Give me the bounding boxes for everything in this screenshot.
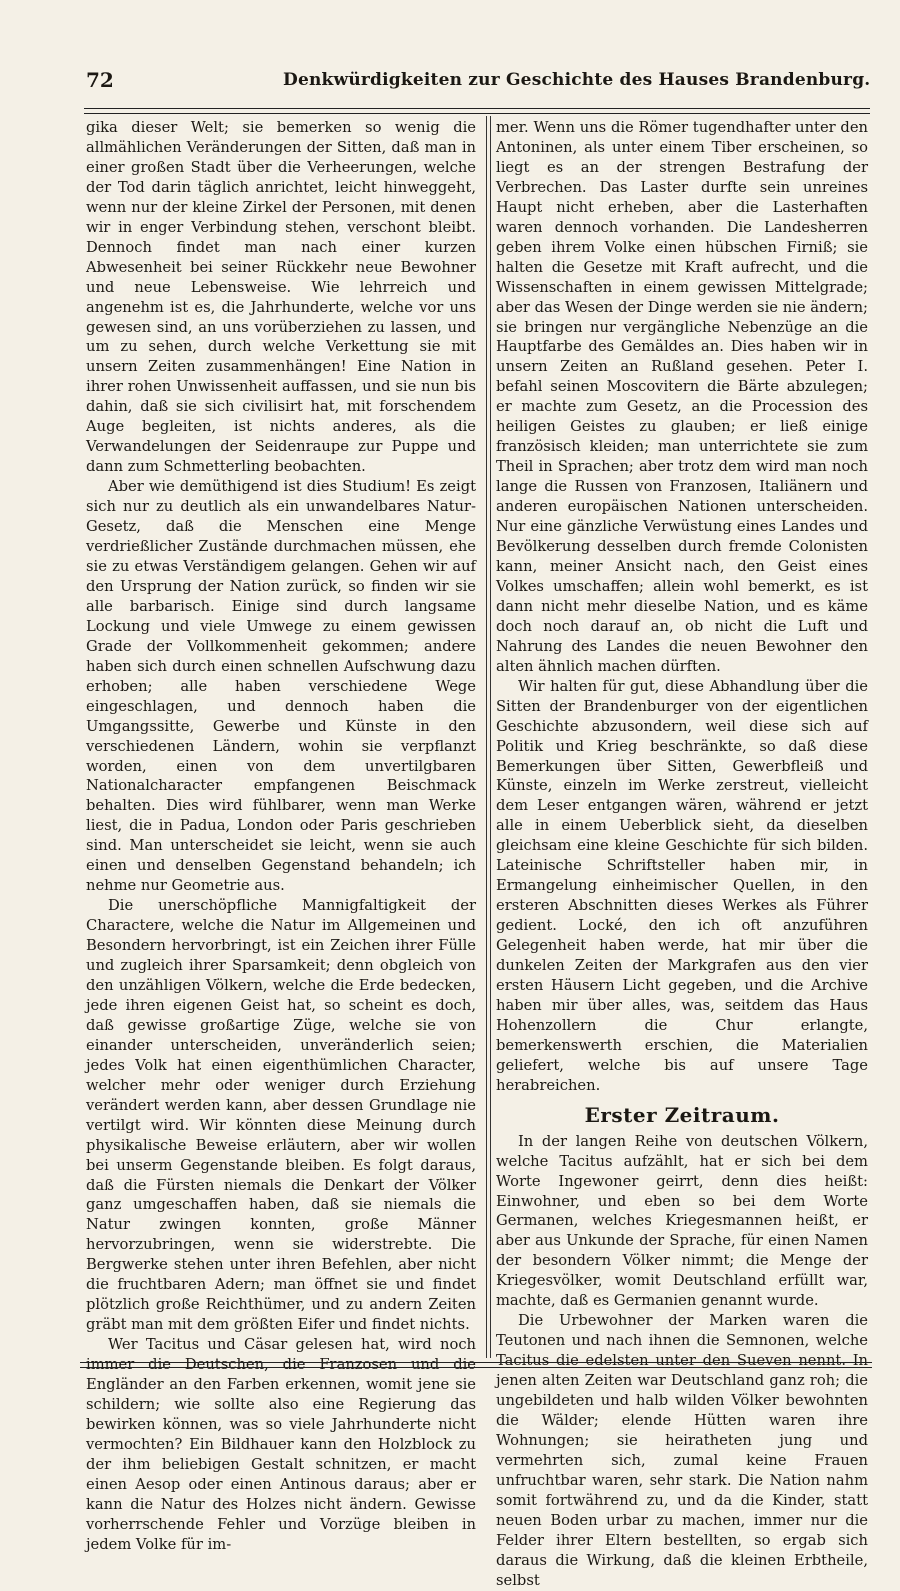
paragraph: gika dieser Welt; sie bemerken so wenig die allmählichen Veränderungen der Sitten, daß man in einer großen Stadt über die Verheerungen, welche der Tod darin täglich anrichtet, leicht hinweggeht, wenn nur der kleine Zirkel der Personen, mit denen wir in enger Verbindung stehen, verschont bleibt. Dennoch findet man nach einer kurzen Abwesenheit bei seiner Rückkehr neue Bewohner und neue Lebensweise. Wie lehrreich und angenehm ist es, die Jahrhunderte, welche vor uns gewesen sind, an uns vorüberziehen zu lassen, und um zu sehen, durch welche Verkettung sie mit unsern Zeiten zusammenhängen! Eine Nation in ihrer rohen Unwissenheit auffassen, und sie nun bis dahin, daß sie sich civilisirt hat, mit forschendem Auge begleiten, ist nichts anderes, als die Verwandelungen der Seidenraupe zur Puppe und dann zum Schmetterling beobachten.	[86, 119, 476, 476]
paragraph: Die unerschöpfliche Mannigfaltigkeit der Charactere, welche die Natur im Allgemeinen und Besondern hervorbringt, ist ein Zeichen ihrer Fülle und zugleich ihrer Sparsamkeit; denn obgleich von den unzähligen Völkern, welche die Erde bedecken, jede ihren eigenen Geist hat, so scheint es doch, daß gewisse großartige Züge, welche sie von einander unterscheiden, unveränderlich seien; jedes Volk hat einen eigenthümlichen Character, welcher mehr oder weniger durch Erziehung verändert werden kann, aber dessen Grundlage nie vertilgt wird. Wir könnten diese Meinung durch physikalische Beweise erläutern, aber wir wollen bei unserm Gegenstande bleiben. Es folgt daraus, daß die Fürsten niemals die Denkart der Völker ganz umgeschaffen haben, daß sie niemals die Natur zwingen konnten, große Männer hervorzubringen, wenn sie widerstrebte. Die Bergwerke stehen unter ihren Befehlen, aber nicht die fruchtbaren Adern; man öffnet sie und findet plötzlich große Reichthümer, und zu andern Zeiten gräbt man mit dem größten Eifer und findet nichts.	[86, 897, 476, 1334]
paragraph: Aber wie demüthigend ist dies Studium! Es zeigt sich nur zu deutlich als ein unwandelbares Natur-Gesetz, daß die Menschen eine Menge verdrießlicher Zustände durchmachen müssen, ehe sie zu etwas Verständigem gelangen. Gehen wir auf den Ursprung der Nation zurück, so finden wir sie alle barbarisch. Einige sind durch langsame Lockung und viele Umwege zu einem gewissen Grade der Vollkommenheit gekommen; andere haben sich durch einen schnellen Aufschwung dazu erhoben; alle haben verschiedene Wege eingeschlagen, und dennoch haben die Umgangssitte, Gewerbe und Künste in den verschiedenen Ländern, wohin sie verpflanzt worden, einen von dem unvertilgbaren Nationalcharacter empfangenen Beischmack behalten. Dies wird fühlbarer, wenn man Werke liest, die in Padua, London oder Paris geschrieben sind. Man unterscheidet sie leicht, wenn sie auch einen und denselben Gegenstand behandeln; ich nehme nur Geometrie aus.	[86, 478, 476, 895]
header-rule	[84, 108, 870, 114]
page-number: 72	[86, 68, 114, 92]
right-column	[496, 118, 868, 1589]
page	[78, 60, 874, 1589]
paragraph: mer. Wenn uns die Römer tugendhafter unter den Antoninen, als unter einem Tiber erscheinen, so liegt es an der strengen Bestrafung der Verbrechen. Das Laster durfte sein unreines Haupt nicht erheben, aber die Lasterhaften waren dennoch vorhanden. Die Landesherren geben ihrem Volke einen hübschen Firniß; sie halten die Gesetze mit Kraft aufrecht, und die Wissenschaften in einem gewissen Mittelgrade; aber das Wesen der Dinge werden sie nie ändern; sie bringen nur vergängliche Nebenzüge an die Hauptfarbe des Gemäldes an. Dies haben wir in unsern Zeiten an Rußland gesehen. Peter I. befahl seinen Moscovitern die Bärte abzulegen; er machte zum Gesetz, an die Procession des heiligen Geistes zu glauben; er ließ einige französisch kleiden; man unterrichtete sie zum Theil in Sprachen; aber trotz dem wird man noch lange die Russen von Franzosen, Italiänern und anderen europäischen Nationen unterscheiden. Nur eine gänzliche Verwüstung eines Landes und Bevölkerung desselben durch fremde Colonisten kann, meiner Ansicht nach, den Geist eines Volkes umschaffen; allein wohl bemerkt, es ist dann nicht mehr dieselbe Nation, und es käme doch noch darauf an, ob nicht die Luft und Nahrung des Landes die neuen Bewohner den alten ähnlich machen dürften.	[496, 119, 868, 675]
left-column	[86, 118, 476, 1553]
paragraph: Wer Tacitus und Cäsar gelesen hat, wird noch immer die Deutschen, die Franzosen und die Engländer an den Farben erkennen, womit jene sie schildern; wie sollte also eine Regierung das bewirken können, was so viele Jahrhunderte nicht vermochten? Ein Bildhauer kann den Holzblock zu der ihm beliebigen Gestalt schnitzen, er macht einen Aesop oder einen Antinous daraus; aber er kann die Natur des Holzes nicht ändern. Gewisse vorherrschende Fehler und Vorzüge bleiben in jedem Volke für im-	[86, 1336, 476, 1553]
paragraph: In der langen Reihe von deutschen Völkern, welche Tacitus aufzählt, hat er sich bei dem Worte Ingewoner geirrt, denn dies heißt: Einwohner, und eben so bei dem Worte Germanen, welches Kriegesmannen heißt, er aber aus Unkunde der Sprache, für einen Namen der besondern Völker nimmt; die Menge der Kriegesvölker, womit Deutschland erfüllt war, machte, daß es Germanien genannt wurde.	[496, 1132, 868, 1310]
paragraph: Die Urbewohner der Marken waren die Teutonen und nach ihnen die Semnonen, welche Tacitus die edelsten unter den Sueven nennt. In jenen alten Zeiten war Deutschland ganz roh; die ungebildeten und halb wilden Völker bewohnten die Wälder; elende Hütten waren ihre Wohnungen; sie heiratheten jung und vermehrten sich, zumal keine Frauen unfruchtbar waren, sehr stark. Die Nation nahm somit fortwährend zu, und da die Kinder, statt neuen Boden urbar zu machen, immer nur die Felder ihrer Eltern bestellten, so ergab sich daraus die Wirkung, daß die kleinen Erbtheile, selbst	[496, 1312, 868, 1589]
running-title: Denkwürdigkeiten zur Geschichte des Hauses Brandenburg.	[283, 70, 871, 90]
paragraph: Wir halten für gut, diese Abhandlung über die Sitten der Brandenburger von der eigentlichen Geschichte abzusondern, weil diese sich auf Politik und Krieg beschränkte, so daß diese Bemerkungen über Sitten, Gewerbfleiß und Künste, einzeln im Werke zerstreut, vielleicht dem Leser entgangen wären, während er jetzt alle in einem Ueberblick sieht, da dieselben gleichsam eine kleine Geschichte für sich bilden. Lateinische Schriftsteller haben mir, in Ermangelung einheimischer Quellen, in den ersteren Abschnitten dieses Werkes als Führer gedient. Locké, den ich oft anzuführen Gelegenheit haben werde, hat mir über die dunkelen Zeiten der Markgrafen aus den vier ersten Häusern Licht gegeben, und die Archive haben mir über alles, was, seitdem das Haus Hohenzollern die Chur erlangte, bemerkenswerth erschien, die Materialien geliefert, welche bis auf unsere Tage herabreichen.	[496, 677, 868, 1094]
column-divider	[486, 116, 491, 1358]
footer-rule	[80, 1362, 872, 1368]
section-heading: Erster Zeitraum.	[584, 1102, 780, 1127]
page-header	[78, 68, 874, 98]
